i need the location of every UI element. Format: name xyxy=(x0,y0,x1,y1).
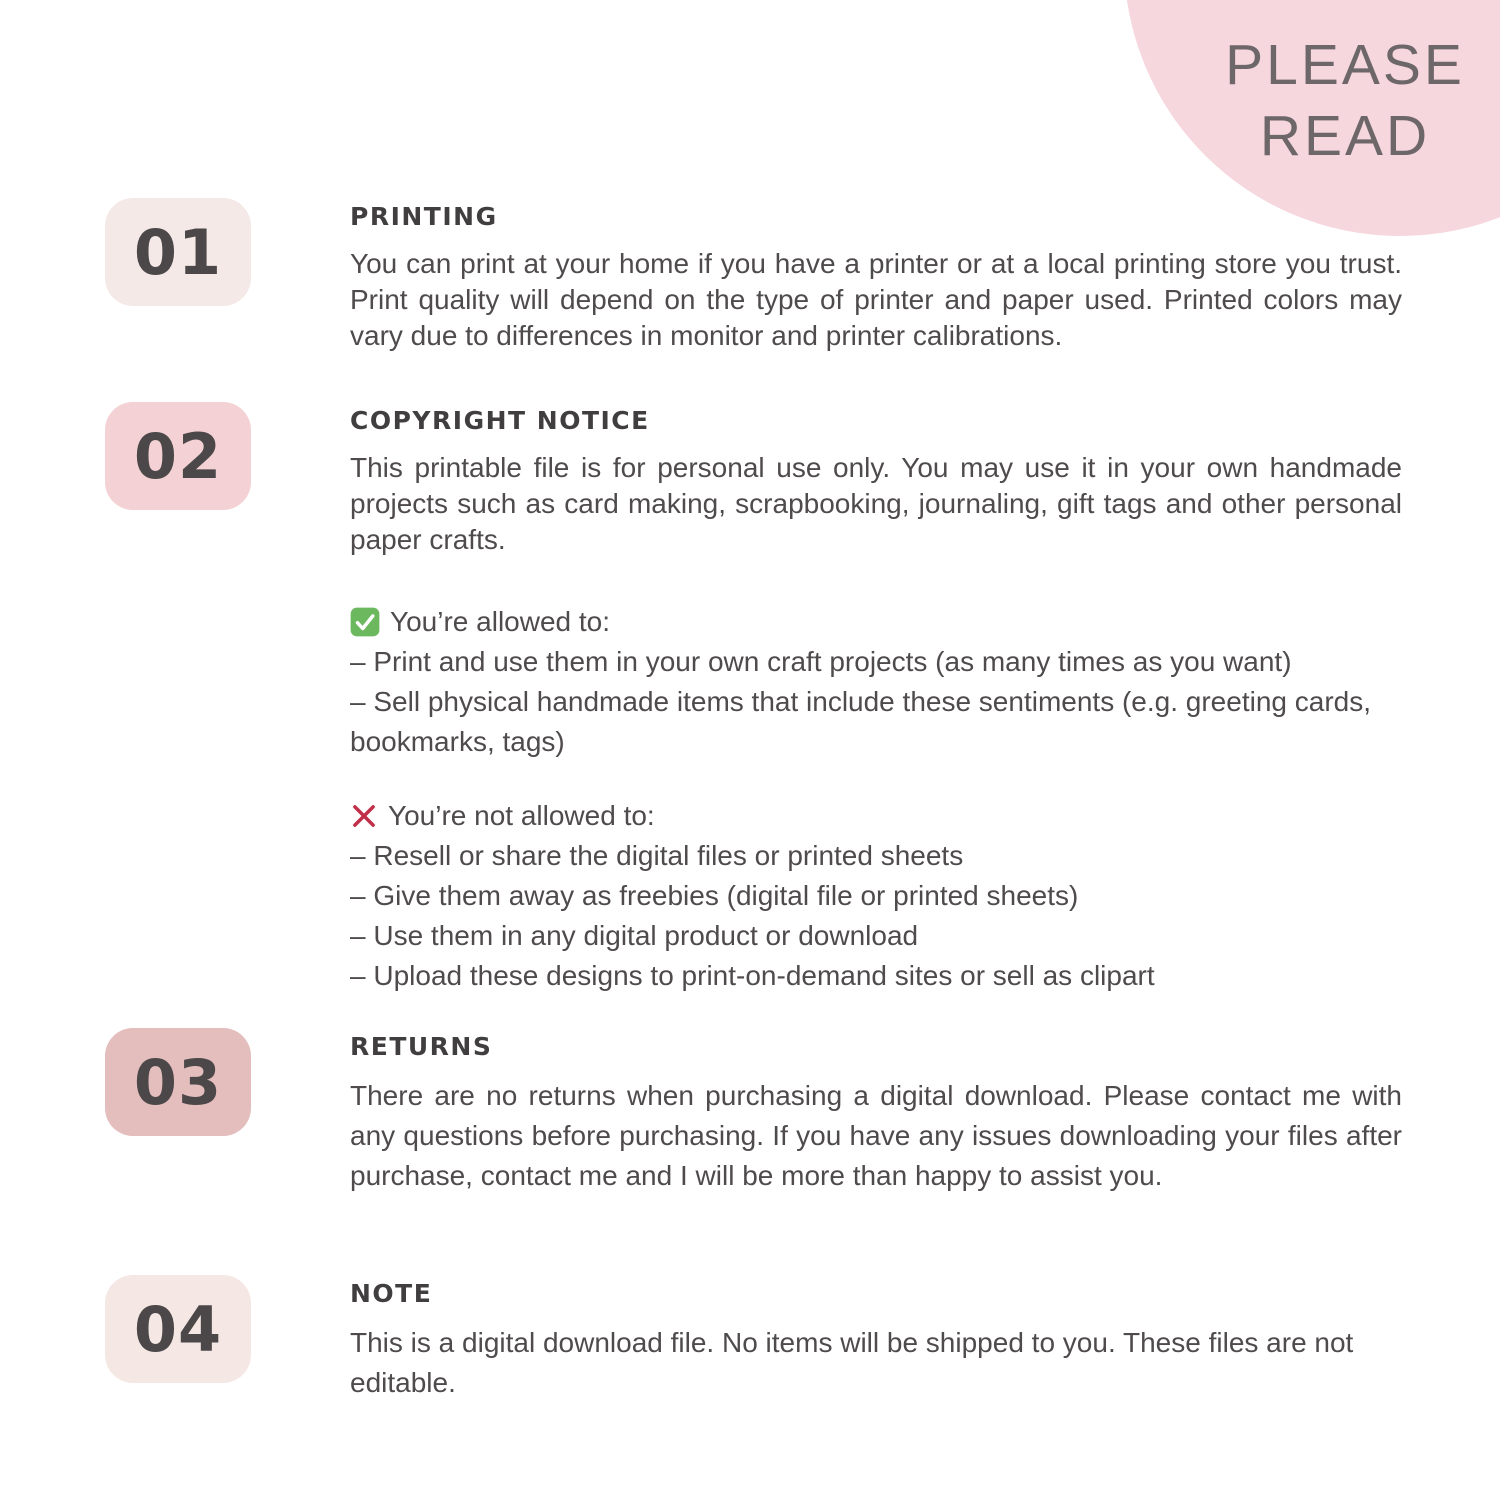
list-item: – Resell or share the digital files or printed sheets xyxy=(350,840,964,871)
section-number-badge xyxy=(105,198,251,306)
section-number-badge xyxy=(105,1028,251,1136)
section-title: RETURNS xyxy=(350,1032,493,1061)
red-cross-icon xyxy=(350,802,378,830)
list-item: – Print and use them in your own craft projects (as many times as you want) xyxy=(350,646,1292,677)
section-returns xyxy=(105,1028,1402,1196)
section-number: 04 xyxy=(133,1292,223,1366)
section-copyright xyxy=(105,402,1402,996)
section-note xyxy=(105,1275,1402,1403)
section-title: NOTE xyxy=(350,1279,433,1308)
section-number: 03 xyxy=(133,1045,223,1119)
list-item: – Use them in any digital product or download xyxy=(350,920,919,951)
list-item: – Give them away as freebies (digital file or printed sheets) xyxy=(350,880,1079,911)
section-title: PRINTING xyxy=(350,202,498,231)
section-number: 01 xyxy=(133,215,223,289)
list-item: – Upload these designs to print-on-demand sites or sell as clipart xyxy=(350,960,1155,991)
allowed-heading: You’re allowed to: xyxy=(390,606,611,637)
not-allowed-heading-row xyxy=(350,796,1402,836)
not-allowed-heading: You’re not allowed to: xyxy=(388,800,655,831)
section-paragraph: There are no returns when purchasing a digital download. Please contact me with any questions before purchasing. If you have any issues downloading your files after purchase, contact me and I will be more than happy to assist you. xyxy=(350,1080,1402,1191)
page-title xyxy=(1140,30,1500,172)
allowed-heading-row xyxy=(350,602,1402,642)
page-title-line1: PLEASE xyxy=(1225,33,1465,97)
section-number-badge xyxy=(105,1275,251,1383)
page-title-line2: READ xyxy=(1259,104,1431,168)
list-item: – Sell physical handmade items that include these sentiments (e.g. greeting cards, bookmarks, tags) xyxy=(350,686,1372,757)
section-number: 02 xyxy=(133,419,223,493)
section-number-badge xyxy=(105,402,251,510)
section-title: COPYRIGHT NOTICE xyxy=(350,406,650,435)
green-check-icon xyxy=(350,607,380,637)
section-paragraph: This is a digital download file. No items will be shipped to you. These files are not editable. xyxy=(350,1327,1354,1398)
allowed-list xyxy=(350,602,1402,762)
section-printing xyxy=(105,198,1402,354)
section-paragraph: This printable file is for personal use only. You may use it in your own handmade projects such as card making, scrapbooking, journaling, gift tags and other personal paper crafts. xyxy=(350,452,1402,555)
section-paragraph: You can print at your home if you have a printer or at a local printing store you trust. Print quality will depend on the type of printer and paper used. Printed colors may vary due to differences in monitor and printer calibrations. xyxy=(350,248,1402,351)
not-allowed-list xyxy=(350,796,1402,996)
